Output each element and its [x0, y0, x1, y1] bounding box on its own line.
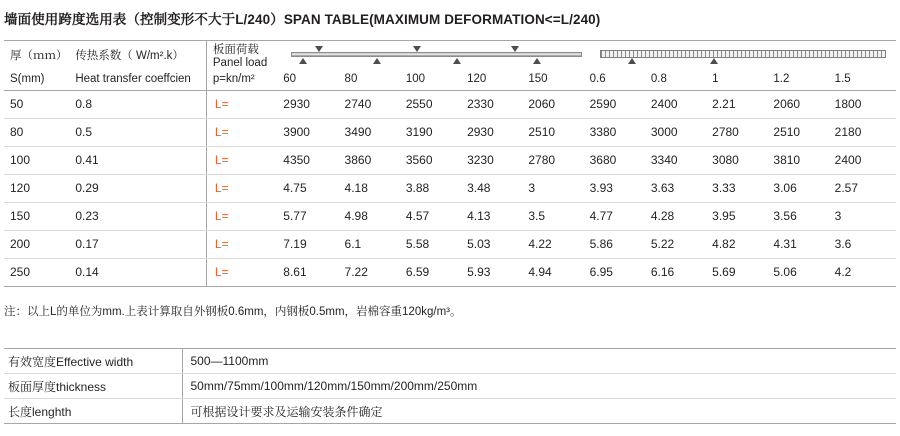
table-row	[4, 174, 896, 202]
cell-value: 2060	[773, 90, 834, 118]
spec-label: 有效宽度Effective width	[4, 349, 182, 374]
cell-value: 3.93	[590, 174, 651, 202]
header-load-2: 100	[406, 69, 467, 90]
cell-value: 3.48	[467, 174, 528, 202]
cell-value: 3860	[345, 146, 406, 174]
cell-value: 2740	[345, 90, 406, 118]
cell-value: 3560	[406, 146, 467, 174]
spec-value: 500—1100mm	[182, 349, 896, 374]
cell-value: 4350	[283, 146, 344, 174]
cell-value: 3.06	[773, 174, 834, 202]
cell-value: 6.59	[406, 258, 467, 286]
cell-value: 3810	[773, 146, 834, 174]
cell-value: 2060	[528, 90, 589, 118]
cell-span-label: L=	[206, 230, 283, 258]
cell-value: 1800	[835, 90, 896, 118]
cell-value: 4.18	[345, 174, 406, 202]
cell-value: 5.93	[467, 258, 528, 286]
cell-value: 3.56	[773, 202, 834, 230]
header-load-4: 150	[528, 69, 589, 90]
cell-value: 7.19	[283, 230, 344, 258]
cell-value: 3490	[345, 118, 406, 146]
spec-row	[4, 374, 896, 399]
cell-value: 2180	[835, 118, 896, 146]
header-uvalue-line2: Heat transfer coeffcien	[69, 69, 206, 90]
load-arrow-icon	[315, 46, 323, 52]
cell-value: 2330	[467, 90, 528, 118]
cell-value: 3340	[651, 146, 712, 174]
cell-value: 7.22	[345, 258, 406, 286]
header-panelload-line1: 板面荷载Panel load	[206, 41, 283, 70]
cell-value: 2930	[467, 118, 528, 146]
cell-span-label: L=	[206, 258, 283, 286]
cell-value: 3380	[590, 118, 651, 146]
support-triangle-icon	[299, 58, 307, 64]
cell-thickness: 100	[4, 146, 69, 174]
header-load-8: 1.2	[773, 69, 834, 90]
header-uvalue-line1: 传热系数（ W/m².k）	[69, 41, 206, 70]
cell-span-label: L=	[206, 90, 283, 118]
cell-span-label: L=	[206, 202, 283, 230]
table-row	[4, 230, 896, 258]
spec-value: 50mm/75mm/100mm/120mm/150mm/200mm/250mm	[182, 374, 896, 399]
cell-thickness: 50	[4, 90, 69, 118]
table-header-row-1	[4, 41, 896, 70]
cell-span-label: L=	[206, 174, 283, 202]
cell-thickness: 80	[4, 118, 69, 146]
cell-value: 5.06	[773, 258, 834, 286]
cell-value: 4.31	[773, 230, 834, 258]
cell-value: 2510	[528, 118, 589, 146]
header-load-0: 60	[283, 69, 344, 90]
header-panelload-line2: p=kn/m²	[206, 69, 283, 90]
cell-value: 4.13	[467, 202, 528, 230]
spec-row	[4, 399, 896, 424]
header-thickness-line1: 厚（ｍｍ）	[4, 41, 69, 70]
distributed-load-beam-diagram	[590, 41, 896, 70]
support-triangle-icon	[533, 58, 541, 64]
support-triangle-icon	[453, 58, 461, 64]
beam-bar	[291, 52, 581, 57]
cell-value: 3.5	[528, 202, 589, 230]
cell-value: 5.77	[283, 202, 344, 230]
cell-value: 3.63	[651, 174, 712, 202]
cell-value: 2510	[773, 118, 834, 146]
cell-value: 4.98	[345, 202, 406, 230]
header-thickness-line2: S(mm)	[4, 69, 69, 90]
table-header-row-2	[4, 69, 896, 90]
table-row	[4, 258, 896, 286]
cell-value: 2400	[651, 90, 712, 118]
cell-value: 5.22	[651, 230, 712, 258]
cell-value: 2780	[712, 118, 773, 146]
cell-value: 4.82	[712, 230, 773, 258]
page-title: 墙面使用跨度选用表（控制变形不大于L/240）SPAN TABLE(MAXIMUM DEFORMATION<=L/240)	[4, 12, 601, 27]
cell-value: 5.58	[406, 230, 467, 258]
header-load-5: 0.6	[590, 69, 651, 90]
cell-span-label: L=	[206, 146, 283, 174]
cell-value: 3.88	[406, 174, 467, 202]
cell-uvalue: 0.14	[69, 258, 206, 286]
specification-table	[4, 348, 896, 424]
cell-value: 3	[835, 202, 896, 230]
spec-label: 长度lenghth	[4, 399, 182, 424]
spec-value: 可根据设计要求及运输安装条件确定	[182, 399, 896, 424]
cell-value: 4.77	[590, 202, 651, 230]
load-arrow-icon	[413, 46, 421, 52]
hatched-beam-bar	[600, 50, 886, 58]
cell-thickness: 250	[4, 258, 69, 286]
cell-thickness: 200	[4, 230, 69, 258]
support-triangle-icon	[628, 58, 636, 64]
cell-value: 6.16	[651, 258, 712, 286]
cell-value: 3680	[590, 146, 651, 174]
table-row	[4, 118, 896, 146]
header-load-3: 120	[467, 69, 528, 90]
cell-value: 2.57	[835, 174, 896, 202]
cell-value: 4.94	[528, 258, 589, 286]
cell-value: 4.2	[835, 258, 896, 286]
cell-value: 8.61	[283, 258, 344, 286]
cell-thickness: 120	[4, 174, 69, 202]
cell-value: 2.21	[712, 90, 773, 118]
cell-value: 3.6	[835, 230, 896, 258]
point-load-beam-diagram	[283, 41, 589, 70]
cell-value: 4.22	[528, 230, 589, 258]
cell-value: 3230	[467, 146, 528, 174]
cell-value: 3900	[283, 118, 344, 146]
cell-value: 2780	[528, 146, 589, 174]
cell-value: 3190	[406, 118, 467, 146]
cell-value: 5.69	[712, 258, 773, 286]
cell-uvalue: 0.17	[69, 230, 206, 258]
cell-thickness: 150	[4, 202, 69, 230]
cell-value: 3000	[651, 118, 712, 146]
table-row	[4, 146, 896, 174]
cell-uvalue: 0.8	[69, 90, 206, 118]
cell-uvalue: 0.23	[69, 202, 206, 230]
cell-value: 2400	[835, 146, 896, 174]
header-load-6: 0.8	[651, 69, 712, 90]
cell-value: 3.95	[712, 202, 773, 230]
span-table	[4, 40, 896, 287]
cell-value: 6.1	[345, 230, 406, 258]
cell-value: 6.95	[590, 258, 651, 286]
cell-value: 3.33	[712, 174, 773, 202]
cell-value: 4.75	[283, 174, 344, 202]
cell-value: 2930	[283, 90, 344, 118]
spec-label: 板面厚度thickness	[4, 374, 182, 399]
cell-uvalue: 0.29	[69, 174, 206, 202]
cell-value: 2550	[406, 90, 467, 118]
cell-span-label: L=	[206, 118, 283, 146]
support-triangle-icon	[373, 58, 381, 64]
cell-value: 2590	[590, 90, 651, 118]
spec-row	[4, 349, 896, 374]
cell-value: 3080	[712, 146, 773, 174]
table-row	[4, 90, 896, 118]
cell-uvalue: 0.41	[69, 146, 206, 174]
cell-value: 4.28	[651, 202, 712, 230]
load-arrow-icon	[511, 46, 519, 52]
support-triangle-icon	[710, 58, 718, 64]
cell-value: 4.57	[406, 202, 467, 230]
cell-value: 5.03	[467, 230, 528, 258]
header-load-7: 1	[712, 69, 773, 90]
header-load-1: 80	[345, 69, 406, 90]
cell-uvalue: 0.5	[69, 118, 206, 146]
cell-value: 5.86	[590, 230, 651, 258]
cell-value: 3	[528, 174, 589, 202]
table-note: 注：以上L的单位为mm.上表计算取自外钢板0.6mm，内钢板0.5mm，岩棉容重120kg/m³。	[4, 306, 462, 318]
table-row	[4, 202, 896, 230]
header-load-9: 1.5	[835, 69, 896, 90]
